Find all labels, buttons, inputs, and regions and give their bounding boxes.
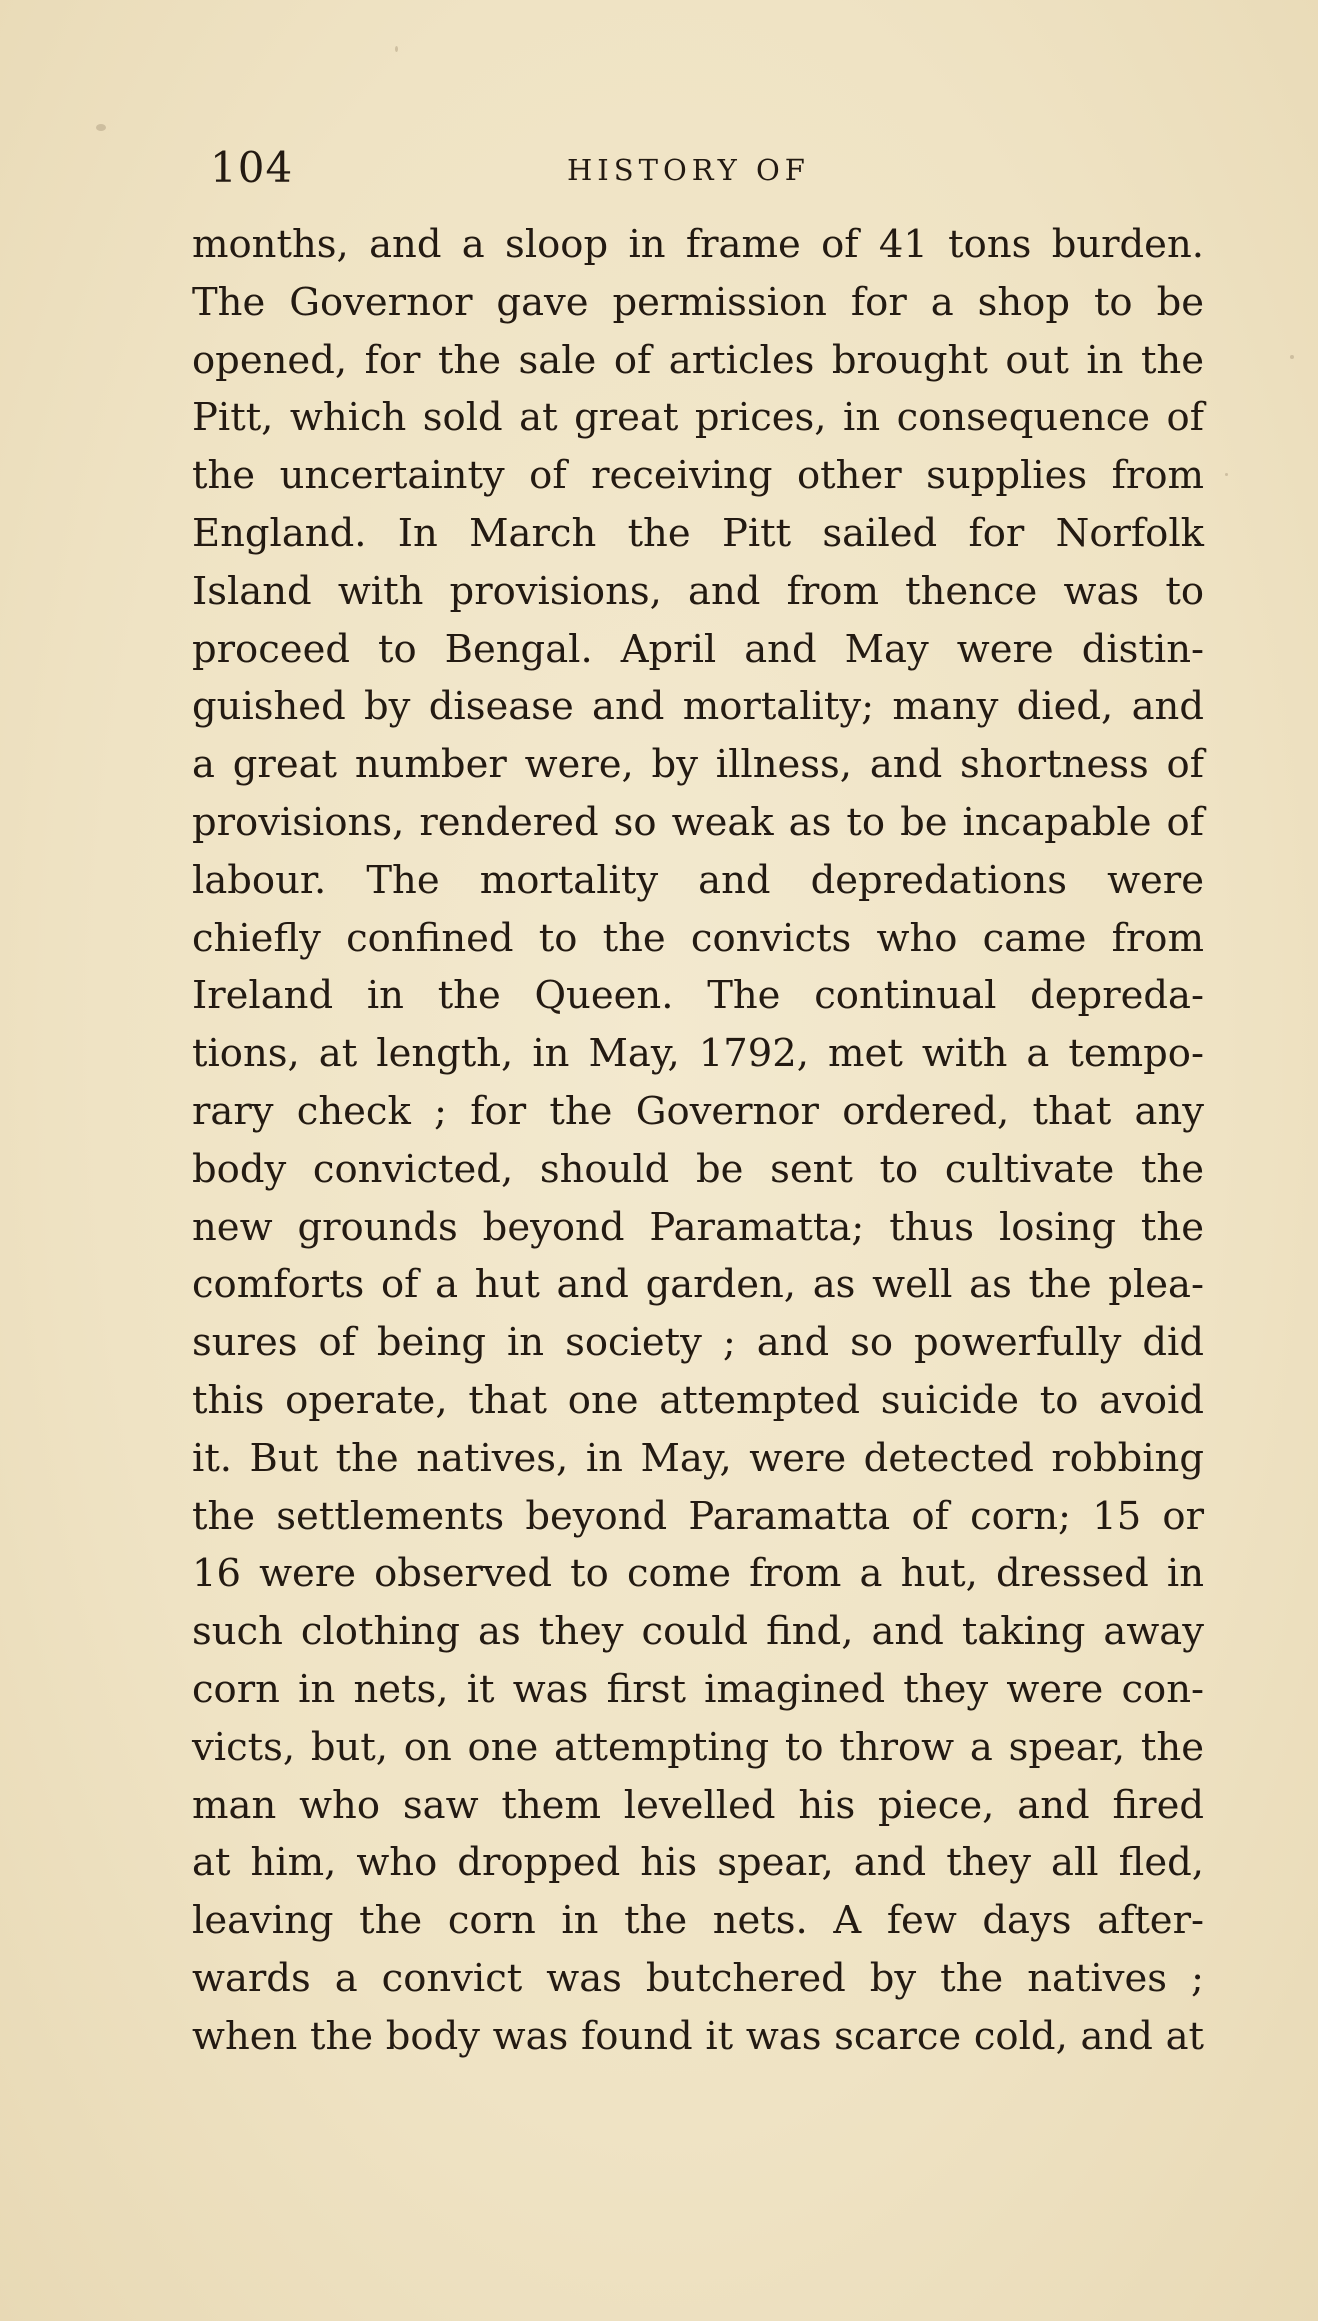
- text-line: it. But the natives, in May, were detected robbing: [192, 1435, 1204, 1481]
- paper-speck: [395, 46, 398, 52]
- text-line: tions, at length, in May, 1792, met with a tempo-: [192, 1031, 1204, 1077]
- text-line: chiefly confined to the convicts who came from: [192, 915, 1204, 961]
- text-line: man who saw them levelled his piece, and fired: [192, 1782, 1204, 1828]
- text-line: victs, but, on one attempting to throw a spear, the: [192, 1724, 1204, 1770]
- text-line: England. In March the Pitt sailed for Norfolk: [192, 510, 1204, 556]
- page-number: 104: [210, 143, 294, 192]
- text-line: body convicted, should be sent to cultivate the: [192, 1146, 1204, 1192]
- text-line: rary check ; for the Governor ordered, that any: [192, 1088, 1204, 1134]
- text-line: new grounds beyond Paramatta; thus losing the: [192, 1204, 1204, 1250]
- text-line: proceed to Bengal. April and May were distin-: [192, 626, 1204, 672]
- text-line: guished by disease and mortality; many died, and: [192, 684, 1204, 730]
- text-line: the settlements beyond Paramatta of corn; 15 or: [192, 1493, 1204, 1539]
- text-line: comforts of a hut and garden, as well as the plea-: [192, 1262, 1204, 1308]
- text-line: a great number were, by illness, and shortness of: [192, 742, 1204, 788]
- text-line: wards a convict was butchered by the natives ;: [192, 1955, 1204, 2001]
- text-line: sures of being in society ; and so powerfully did: [192, 1320, 1204, 1366]
- text-line: leaving the corn in the nets. A few days after-: [192, 1898, 1204, 1944]
- text-line: provisions, rendered so weak as to be incapable of: [192, 799, 1204, 845]
- text-line: such clothing as they could find, and taking away: [192, 1609, 1204, 1655]
- text-line: months, and a sloop in frame of 41 tons burden.: [192, 222, 1204, 267]
- body-text: [192, 216, 1204, 2066]
- text-line: Island with provisions, and from thence was to: [192, 568, 1204, 614]
- text-line: opened, for the sale of articles brought out in the: [192, 337, 1204, 383]
- running-head: [192, 138, 1192, 198]
- text-line: The Governor gave permission for a shop to be: [192, 279, 1204, 325]
- text-line: labour. The mortality and depredations were: [192, 857, 1204, 903]
- paper-speck: [1290, 355, 1294, 359]
- running-title: HISTORY OF: [567, 153, 810, 187]
- text-line: the uncertainty of receiving other supplies from: [192, 453, 1204, 499]
- text-line: Ireland in the Queen. The continual depreda-: [192, 973, 1204, 1019]
- text-line: when the body was found it was scarce cold, and at: [192, 2013, 1204, 2059]
- paper-speck: [1225, 473, 1228, 476]
- paper-speck: [96, 124, 106, 131]
- text-line: Pitt, which sold at great prices, in consequence of: [192, 395, 1204, 441]
- text-line: this operate, that one attempted suicide to avoid: [192, 1377, 1204, 1423]
- text-line: 16 were observed to come from a hut, dressed in: [192, 1551, 1204, 1597]
- text-line: corn in nets, it was first imagined they were con-: [192, 1666, 1204, 1712]
- text-line: at him, who dropped his spear, and they all fled,: [192, 1840, 1204, 1886]
